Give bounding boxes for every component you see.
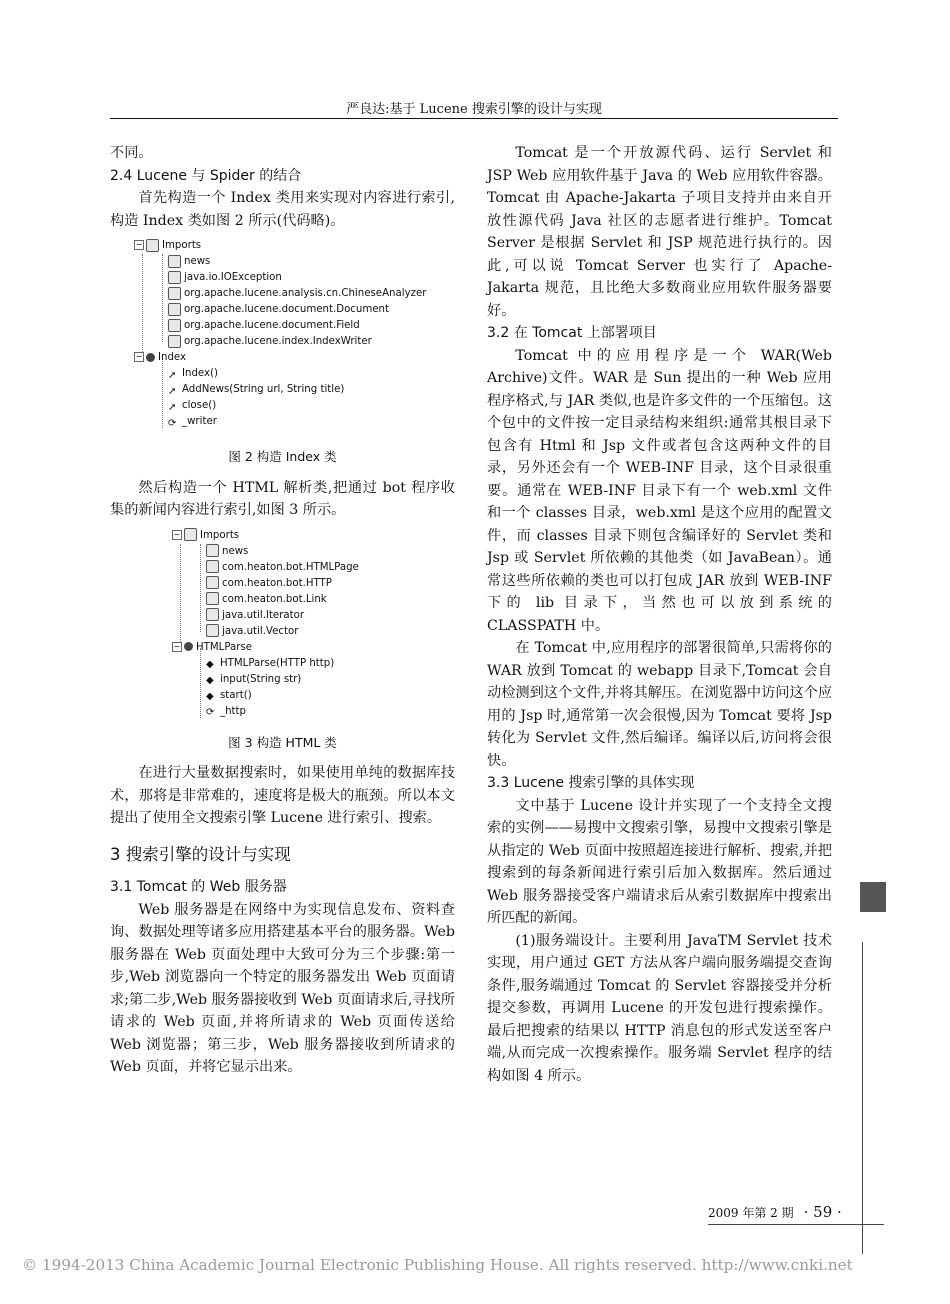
paragraph: 不同。	[110, 145, 153, 161]
right-column	[487, 142, 832, 1087]
tree-item[interactable]: org.apache.lucene.document.Field	[168, 318, 360, 334]
collapse-icon[interactable]: −	[135, 240, 143, 249]
footer-rule	[708, 1224, 884, 1225]
figure-3-caption: 图 3 构造 HTML 类	[228, 734, 337, 750]
tree-item[interactable]: ◆ input(String str)	[206, 673, 302, 686]
class-icon	[146, 353, 155, 362]
tree-item[interactable]: news	[168, 254, 210, 270]
tree-item[interactable]: news	[206, 544, 248, 560]
collapse-icon[interactable]: −	[173, 529, 181, 539]
import-icon	[168, 271, 181, 284]
tree-item[interactable]: com.heaton.bot.HTMLPage	[206, 560, 359, 576]
method-icon: ➚	[168, 385, 177, 397]
tree-item[interactable]: ➚ AddNews(String url, String title)	[168, 384, 345, 397]
tree-item[interactable]: ◆ start()	[206, 689, 252, 702]
tree-item[interactable]: java.io.IOException	[168, 270, 282, 286]
tree-item[interactable]: ⟳ _http	[206, 705, 247, 718]
section-heading-3-1: 3.1 Tomcat 的 Web 服务器	[110, 879, 287, 895]
import-icon	[206, 560, 219, 573]
tree-item[interactable]: org.apache.lucene.analysis.cn.ChineseAnalyzer	[168, 286, 426, 302]
left-column	[110, 142, 455, 1079]
tree-item[interactable]: ➚ close()	[168, 400, 217, 413]
import-icon	[168, 335, 181, 348]
paragraph: Tomcat 是一个开放源代码、运行 Servlet 和 JSP Web 应用软件基于 Java 的 Web 应用软件容器。Tomcat 由 Apache-Jakarta 子项目支持并由来自开放性源代码 Java 社区的志愿者进行维护。Tomcat Server 是根据 Servlet 和 JSP 规范进行执行的。因此,可以说 Tomcat Server 也实行了 Apache-Jakarta 规范，且比绝大多数商业应用软件服务器要好。	[487, 145, 832, 319]
paragraph: 在 Tomcat 中,应用程序的部署很简单,只需将你的 WAR 放到 Tomcat 的 webapp 目录下,Tomcat 会自动检测到这个文件,并将其解压。在浏览器中访问这个应用的 Jsp 时,通常第一次会很慢,因为 Tomcat 要将 Jsp 转化为 Servlet 文件,然后编译。编译以后,访问将会很快。	[487, 640, 833, 769]
tree-item[interactable]: org.apache.lucene.index.IndexWriter	[168, 334, 372, 350]
tree-item[interactable]: org.apache.lucene.document.Document	[168, 302, 389, 318]
running-header: 严良达:基于 Lucene 搜索引擎的设计与实现	[346, 102, 602, 117]
method-icon: ➚	[168, 401, 177, 413]
tree-item[interactable]: ◆ HTMLParse(HTTP http)	[206, 657, 335, 670]
folder-icon	[184, 528, 197, 541]
field-icon: ⟳	[206, 707, 215, 718]
import-icon	[206, 592, 219, 605]
import-icon	[168, 319, 181, 332]
collapse-icon[interactable]: −	[173, 641, 181, 651]
paragraph: Web 服务器是在网络中为实现信息发布、资料查询、数据处理等诸多应用搭建基本平台的服务器。Web 服务器在 Web 页面处理中大致可分为三个步骤:第一步,Web 浏览器向一个特定的服务器发出 Web 页面请求;第二步,Web 服务器接收到 Web 页面请求后,寻找所请求的 Web 页面,并将所请求的 Web 页面传送给 Web 浏览器；第三步，Web 服务器接收到所请求的 Web 页面，并将它显示出来。	[110, 901, 455, 1075]
import-icon	[168, 303, 181, 316]
section-heading-3: 3 搜索引擎的设计与实现	[110, 844, 291, 864]
paragraph: 在进行大量数据搜索时，如果使用单纯的数据库技术，那将是非常难的，速度将是极大的瓶颈。所以本文提出了使用全文搜索引擎 Lucene 进行索引、搜索。	[110, 765, 455, 826]
page-footer	[708, 1203, 842, 1221]
field-icon: ⟳	[168, 417, 177, 429]
folder-icon	[146, 239, 159, 252]
collapse-icon[interactable]: −	[135, 352, 143, 361]
tree-node-imports[interactable]: − Imports	[173, 529, 240, 541]
paragraph: (1)服务端设计。主要利用 JavaTM Servlet 技术实现，用户通过 GET 方法从客户端向服务端提交查询条件,服务端通过 Tomcat 的 Servlet 容器接受并分析提交参数，再调用 Lucene 的开发包进行搜索操作。最后把搜索的结果以 HTTP 消息包的形式发送至客户端,从而完成一次搜索操作。服务端 Servlet 程序的结构如图 4 所示。	[487, 932, 832, 1084]
tree-item[interactable]: ⟳ _writer	[168, 416, 217, 429]
paragraph: 首先构造一个 Index 类用来实现对内容进行索引,构造 Index 类如图 2 所示(代码略)。	[110, 190, 455, 229]
tree-node-class[interactable]: − Index	[135, 352, 187, 363]
tree-item[interactable]: ➚ Index()	[168, 368, 218, 381]
package-icon	[206, 544, 219, 557]
figure-3-tree	[170, 528, 370, 724]
import-icon	[206, 624, 219, 637]
import-icon	[206, 576, 219, 589]
section-heading-2-4: 2.4 Lucene 与 Spider 的结合	[110, 167, 302, 184]
paragraph: 然后构造一个 HTML 解析类,把通过 bot 程序收集的新闻内容进行索引,如图 3 所示。	[110, 479, 455, 518]
tree-item[interactable]: com.heaton.bot.Link	[206, 592, 327, 608]
issue-label: 2009 年第 2 期	[708, 1206, 794, 1220]
section-heading-3-2: 3.2 在 Tomcat 上部署项目	[487, 325, 657, 341]
method-icon: ◆	[206, 675, 214, 686]
section-heading-3-3: 3.3 Lucene 搜索引擎的具体实现	[487, 775, 695, 791]
figure-2-caption: 图 2 构造 Index 类	[228, 449, 337, 464]
package-icon	[168, 255, 181, 268]
import-icon	[168, 287, 181, 300]
method-icon: ◆	[206, 691, 214, 702]
tree-item[interactable]: com.heaton.bot.HTTP	[206, 576, 332, 592]
paragraph: Tomcat 中的应用程序是一个 WAR(Web Archive)文件。WAR 是 Sun 提出的一种 Web 应用程序格式,与 JAR 类似,也是许多文件的一个压缩包。这个包中的文件按一定目录结构来组织:通常其根目录下包含有 Html 和 Jsp 文件或者包含这两种文件的目录，另外还会有一个 WEB-INF 目录，这个目录很重要。通常在 WEB-INF 目录下有一个 web.xml 文件和一个 classes 目录，web.xml 是这个应用的配置文件，而 classes 目录下则包含编译好的 Servlet 类和 Jsp 或 Servlet 所依赖的其他类（如 JavaBean）。通常这些所依赖的类也可以打包成 JAR 放到 WEB-INF 下的 lib 目录下，当然也可以放到系统的 CLASSPATH 中。	[487, 347, 832, 634]
figure-2-tree	[132, 238, 432, 438]
import-icon	[206, 608, 219, 621]
class-icon	[184, 642, 193, 651]
tree-item[interactable]: java.util.Iterator	[206, 608, 304, 624]
page-number: · 59 ·	[803, 1203, 842, 1221]
constructor-icon: ◆	[206, 659, 214, 670]
header-rule	[110, 118, 838, 119]
paragraph: 文中基于 Lucene 设计并实现了一个支持全文搜索的实例——易搜中文搜索引擎，易搜中文搜索引擎是从指定的 Web 页面中按照超连接进行解析、搜索,并把搜索到的每条新闻进行索引后加入数据库。然后通过 Web 服务器接受客户端请求后从索引数据库中搜索出所匹配的新闻。	[487, 797, 832, 926]
tree-node-imports[interactable]: − Imports	[135, 240, 202, 251]
tree-node-class[interactable]: − HTMLParse	[173, 641, 253, 653]
margin-rule	[862, 942, 863, 1254]
edge-tab-marker	[860, 882, 886, 912]
constructor-icon: ➚	[168, 369, 177, 381]
copyright-notice: © 1994-2013 China Academic Journal Electronic Publishing House. All rights reserved. http://www.cnki.net	[22, 1256, 853, 1274]
tree-item[interactable]: java.util.Vector	[206, 624, 298, 640]
